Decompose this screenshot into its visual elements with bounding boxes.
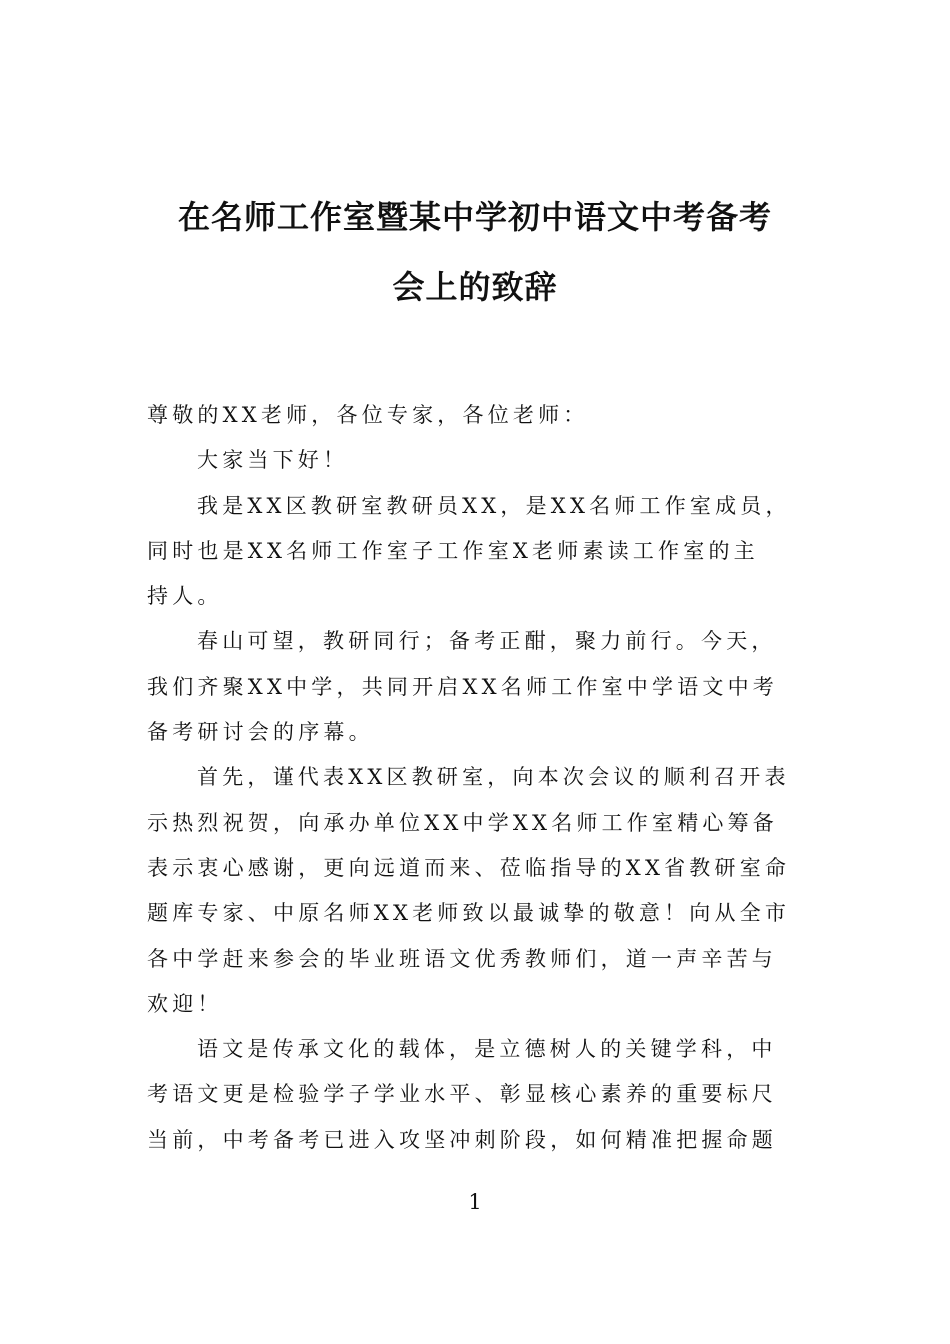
paragraph-line: 当前，中考备考已进入攻坚冲刺阶段，如何精准把握命题 [147, 1127, 777, 1152]
paragraph-line: 题库专家、中原名师XX老师致以最诚挚的敬意！向从全市 [147, 901, 791, 926]
paragraph-line: 我们齐聚XX中学，共同开启XX名师工作室中学语文中考 [147, 674, 778, 699]
document-title-line-1: 在名师工作室暨某中学初中语文中考备考 [177, 198, 772, 236]
page-number: 1 [468, 1190, 482, 1214]
document-title-line-2: 会上的致辞 [392, 268, 558, 306]
paragraph-line: 春山可望，教研同行；备考正酣，聚力前行。今天， [197, 629, 777, 654]
paragraph-line: 大家当下好！ [197, 448, 349, 473]
paragraph-line: 持人。 [147, 584, 223, 609]
paragraph-line: 考语文更是检验学子学业水平、彰显核心素养的重要标尺 [147, 1082, 777, 1107]
paragraph-line: 欢迎！ [147, 991, 223, 1016]
document-body [147, 393, 812, 1163]
paragraph-line: 语文是传承文化的载体，是立德树人的关键学科，中 [197, 1037, 777, 1062]
paragraph-line: 各中学赶来参会的毕业班语文优秀教师们，道一声辛苦与 [147, 946, 777, 971]
salutation: 尊敬的XX老师，各位专家，各位老师： [147, 403, 589, 427]
paragraph-line: 备考研讨会的序幕。 [147, 720, 374, 745]
paragraph-line: 首先，谨代表XX区教研室，向本次会议的顺利召开表 [197, 765, 790, 790]
paragraph-line: 示热烈祝贺，向承办单位XX中学XX名师工作室精心筹备 [147, 810, 778, 835]
paragraph-line: 表示衷心感谢，更向远道而来、莅临指导的XX省教研室命 [147, 855, 791, 880]
paragraph-line: 我是XX区教研室教研员XX，是XX名师工作室成员， [197, 493, 791, 518]
paragraph-line: 同时也是XX名师工作室子工作室X老师素读工作室的主 [147, 538, 759, 563]
